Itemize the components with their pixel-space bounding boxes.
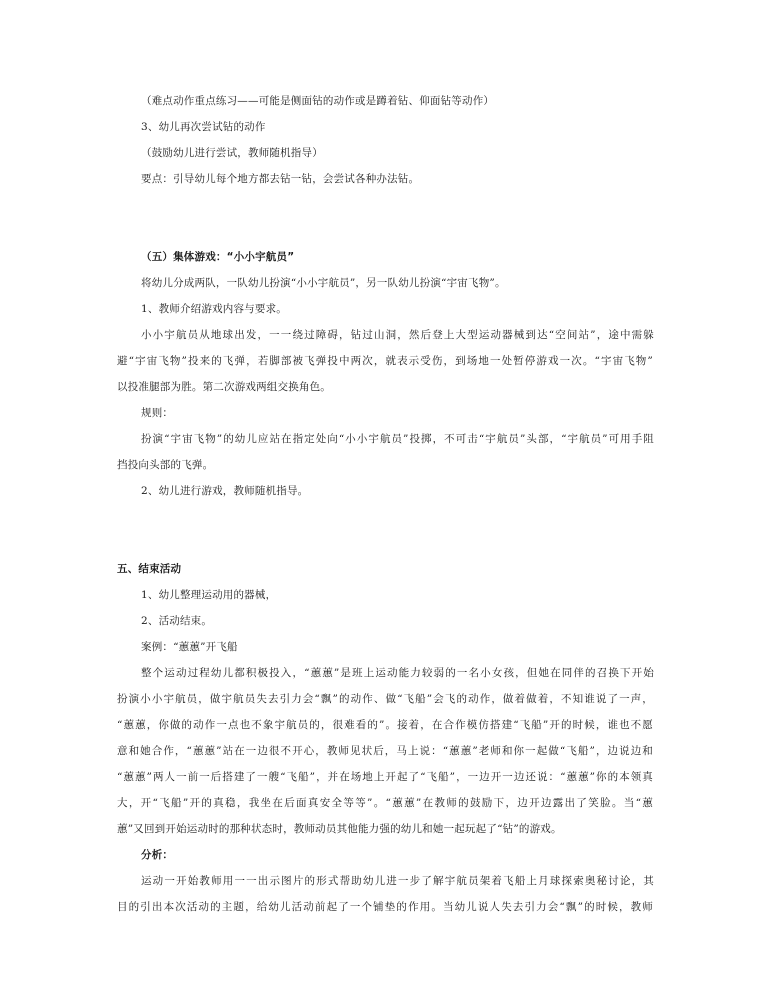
paragraph-line: 扮演“宇宙飞物”的幼儿应站在指定处向“小小宇航员”投掷，不可击“宇航员”头部，“宇航员”可用手阻	[141, 433, 654, 445]
section-heading-closing: 五、结束活动	[117, 563, 182, 575]
analysis-heading: 分析：	[141, 849, 174, 861]
section-heading-group-game: （五）集体游戏：“小小宇航员”	[141, 251, 295, 263]
paragraph-line: 运动一开始教师用一一出示图片的形式帮助幼儿进一步了解宇航员架着飞船上月球探索奥秘讨论，其	[141, 875, 654, 887]
paragraph-line: （鼓励幼儿进行尝试，教师随机指导）	[141, 147, 323, 159]
step-3-heading: 3、幼儿再次尝试钻的动作	[141, 121, 266, 133]
paragraph-line: 意和她合作，“蕙蕙”站在一边很不开心，教师见状后，马上说：“蕙蕙”老师和你一起做“飞船”，边说边和	[117, 745, 653, 757]
paragraph-line: 整个运动过程幼儿都积极投入，“蕙蕙”是班上运动能力较弱的一名小女孩，但她在同伴的召换下开始	[141, 667, 654, 679]
paragraph-line: “蕙蕙，你做的动作一点也不象宇航员的，很难看的”。接着，在合作模仿搭建“飞船”开的时候，谁也不愿	[117, 719, 653, 731]
key-point-line: 要点：引导幼儿每个地方都去钻一钻，会尝试各种办法钻。	[141, 173, 420, 185]
step-2-line: 2、活动结束。	[141, 615, 213, 627]
step-2-heading: 2、幼儿进行游戏，教师随机指导。	[141, 485, 309, 497]
paragraph-line: 目的引出本次活动的主题，给幼儿活动前起了一个铺垫的作用。当幼儿说人失去引力会“飘”的时候，教师	[117, 901, 653, 913]
case-title: 案例：“蕙蕙”开飞船	[141, 641, 238, 653]
paragraph-line: “蕙蕙”两人一前一后搭建了一艘“飞船”，并在场地上开起了“飞船”，一边开一边还说：“蕙蕙”你的本领真	[117, 771, 653, 783]
paragraph-line: 避“宇宙飞物”投来的飞弹，若脚部被飞弹投中两次，就表示受伤，到场地一处暂停游戏一次。“宇宙飞物”	[117, 355, 653, 367]
paragraph-line: 以投准腿部为胜。第二次游戏两组交换角色。	[117, 381, 331, 393]
paragraph-line: 将幼儿分成两队，一队幼儿扮演“小小宇航员”，另一队幼儿扮演“宇宙飞物”。	[141, 277, 506, 289]
rules-label: 规则：	[141, 407, 174, 419]
paragraph-line: （难点动作重点练习——可能是侧面钻的动作或是蹲着钻、仰面钻等动作）	[141, 95, 495, 107]
paragraph-line: 小小宇航员从地球出发，一一绕过障碍，钻过山洞，然后登上大型运动器械到达“空间站”，途中需躲	[141, 329, 654, 341]
paragraph-line: 挡投向头部的飞弹。	[117, 459, 214, 471]
step-1-line: 1、幼儿整理运动用的器械，	[141, 589, 277, 601]
paragraph-line: 蕙”又回到开始运动时的那种状态时，教师动员其他能力强的幼儿和她一起玩起了“钻”的游戏。	[117, 823, 562, 835]
step-1-heading: 1、教师介绍游戏内容与要求。	[141, 303, 287, 315]
paragraph-line: 大，开“飞船”开的真稳，我坐在后面真安全等等”。“蕙蕙”在教师的鼓励下，边开边露出了笑脸。当“蕙	[117, 797, 653, 809]
paragraph-line: 扮演小小宇航员，做宇航员失去引力会“飘”的动作、做“飞船”会飞的动作，做着做着，不知谁说了一声，	[117, 693, 653, 705]
